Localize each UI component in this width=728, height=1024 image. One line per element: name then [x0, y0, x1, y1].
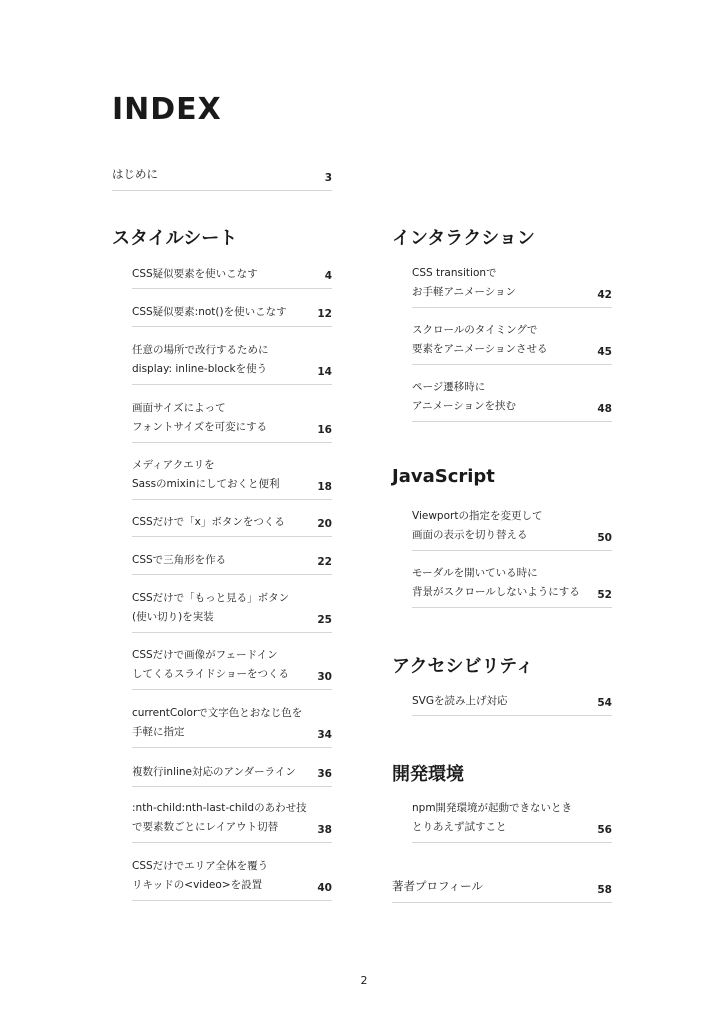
toc-entry-page: 36 [317, 768, 332, 780]
section-heading-interaction: インタラクション [392, 228, 535, 249]
page-number: 2 [360, 974, 368, 987]
toc-entry[interactable] [132, 340, 332, 385]
toc-entry-line: Viewportの指定を変更して [412, 510, 543, 522]
toc-entry-line: CSSだけで「もっと見る」ボタン [132, 592, 290, 604]
toc-entry[interactable] [412, 506, 612, 551]
toc-entry-line: CSS疑似要素を使いこなす [132, 268, 258, 280]
toc-entry[interactable] [132, 760, 332, 787]
toc-entry-page: 54 [597, 697, 612, 709]
toc-entry-line: CSSだけで画像がフェードイン [132, 649, 278, 661]
toc-entry-page: 45 [597, 346, 612, 358]
toc-entry-line: とりあえず試すこと [412, 821, 507, 833]
toc-entry-line: 任意の場所で改行するために [132, 344, 269, 356]
toc-entry-label: 著者プロフィール [392, 879, 483, 893]
section-heading-stylesheet: スタイルシート [112, 228, 238, 249]
toc-entry-line: ページ遷移時に [412, 381, 486, 393]
toc-entry[interactable] [412, 320, 612, 365]
toc-entry-page: 56 [597, 824, 612, 836]
toc-entry-line: スクロールのタイミングで [412, 324, 538, 336]
toc-entry-page: 30 [317, 671, 332, 683]
toc-entry[interactable] [132, 300, 332, 327]
toc-entry[interactable] [132, 510, 332, 537]
toc-entry-line: (使い切り)を実装 [132, 611, 214, 623]
toc-entry[interactable] [412, 689, 612, 716]
toc-entry-line: 画面サイズによって [132, 402, 226, 414]
toc-entry-line: 手軽に指定 [132, 726, 185, 738]
toc-entry-page: 16 [317, 424, 332, 436]
toc-entry[interactable] [132, 703, 332, 748]
toc-entry-line: してくるスライドショーをつくる [132, 668, 289, 680]
toc-entry-page: 25 [317, 614, 332, 626]
toc-entry-line: CSSで三角形を作る [132, 554, 227, 566]
toc-entry-line: で要素数ごとにレイアウト切替 [132, 821, 279, 833]
toc-entry[interactable] [412, 798, 612, 843]
index-title: INDEX [112, 92, 222, 127]
toc-entry-line: npm開発環境が起動できないとき [412, 802, 573, 814]
toc-entry-page: 14 [317, 366, 332, 378]
toc-entry-page: 58 [597, 884, 612, 896]
toc-entry-page: 22 [317, 556, 332, 568]
toc-entry-line: display: inline-blockを使う [132, 363, 268, 375]
section-heading-accessibility: アクセシビリティ [392, 656, 534, 677]
toc-entry-line: アニメーションを挟む [412, 400, 517, 412]
toc-entry[interactable] [132, 856, 332, 901]
toc-entry-page: 12 [317, 308, 332, 320]
toc-entry-line: CSS transitionで [412, 267, 497, 279]
toc-entry-page: 3 [324, 172, 332, 184]
toc-entry-page: 18 [317, 481, 332, 493]
toc-entry-line: CSSだけで「x」ボタンをつくる [132, 516, 285, 528]
toc-entry-line: CSS疑似要素:not()を使いこなす [132, 306, 287, 318]
toc-entry[interactable] [132, 645, 332, 690]
toc-entry-page: 52 [597, 589, 612, 601]
toc-entry-label: はじめに [112, 167, 158, 181]
section-heading-dev-environment: 開発環境 [392, 764, 464, 785]
toc-entry-line: お手軽アニメーション [412, 286, 517, 298]
toc-entry-line: 背景がスクロールしないようにする [412, 586, 580, 598]
toc-entry-line: CSSだけでエリア全体を覆う [132, 860, 269, 872]
toc-entry-line: SVGを読み上げ対応 [412, 695, 508, 707]
toc-entry-line: 複数行inline対応のアンダーライン [132, 766, 296, 778]
toc-entry[interactable] [412, 563, 612, 608]
toc-entry-line: 画面の表示を切り替える [412, 529, 528, 541]
toc-entry[interactable] [132, 548, 332, 575]
toc-entry-line: :nth-child:nth-last-childのあわせ技 [132, 802, 307, 814]
toc-entry-line: フォントサイズを可変にする [132, 421, 268, 433]
toc-entry[interactable] [132, 588, 332, 633]
toc-entry-line: メディアクエリを [132, 459, 215, 471]
toc-entry[interactable] [132, 398, 332, 443]
toc-entry-page: 48 [597, 403, 612, 415]
toc-entry[interactable] [132, 455, 332, 500]
toc-entry-line: モーダルを開いている時に [412, 567, 538, 579]
toc-entry-line: 要素をアニメーションさせる [412, 343, 548, 355]
toc-entry-line: currentColorで文字色とおなじ色を [132, 707, 303, 719]
toc-entry[interactable] [412, 377, 612, 422]
toc-entry-line: Sassのmixinにしておくと便利 [132, 478, 280, 490]
toc-entry[interactable] [132, 798, 332, 843]
toc-entry[interactable] [412, 263, 612, 308]
toc-entry-page: 4 [324, 270, 332, 282]
section-heading-javascript: JavaScript [392, 466, 495, 487]
toc-entry-line: リキッドの<video>を設置 [132, 879, 263, 891]
toc-entry-page: 42 [597, 289, 612, 301]
toc-entry-page: 20 [317, 518, 332, 530]
toc-entry-intro[interactable] [112, 160, 332, 191]
toc-entry-profile[interactable] [392, 872, 612, 903]
toc-entry-page: 50 [597, 532, 612, 544]
toc-entry[interactable] [132, 262, 332, 289]
toc-entry-page: 38 [317, 824, 332, 836]
toc-entry-page: 34 [317, 729, 332, 741]
toc-entry-page: 40 [317, 882, 332, 894]
